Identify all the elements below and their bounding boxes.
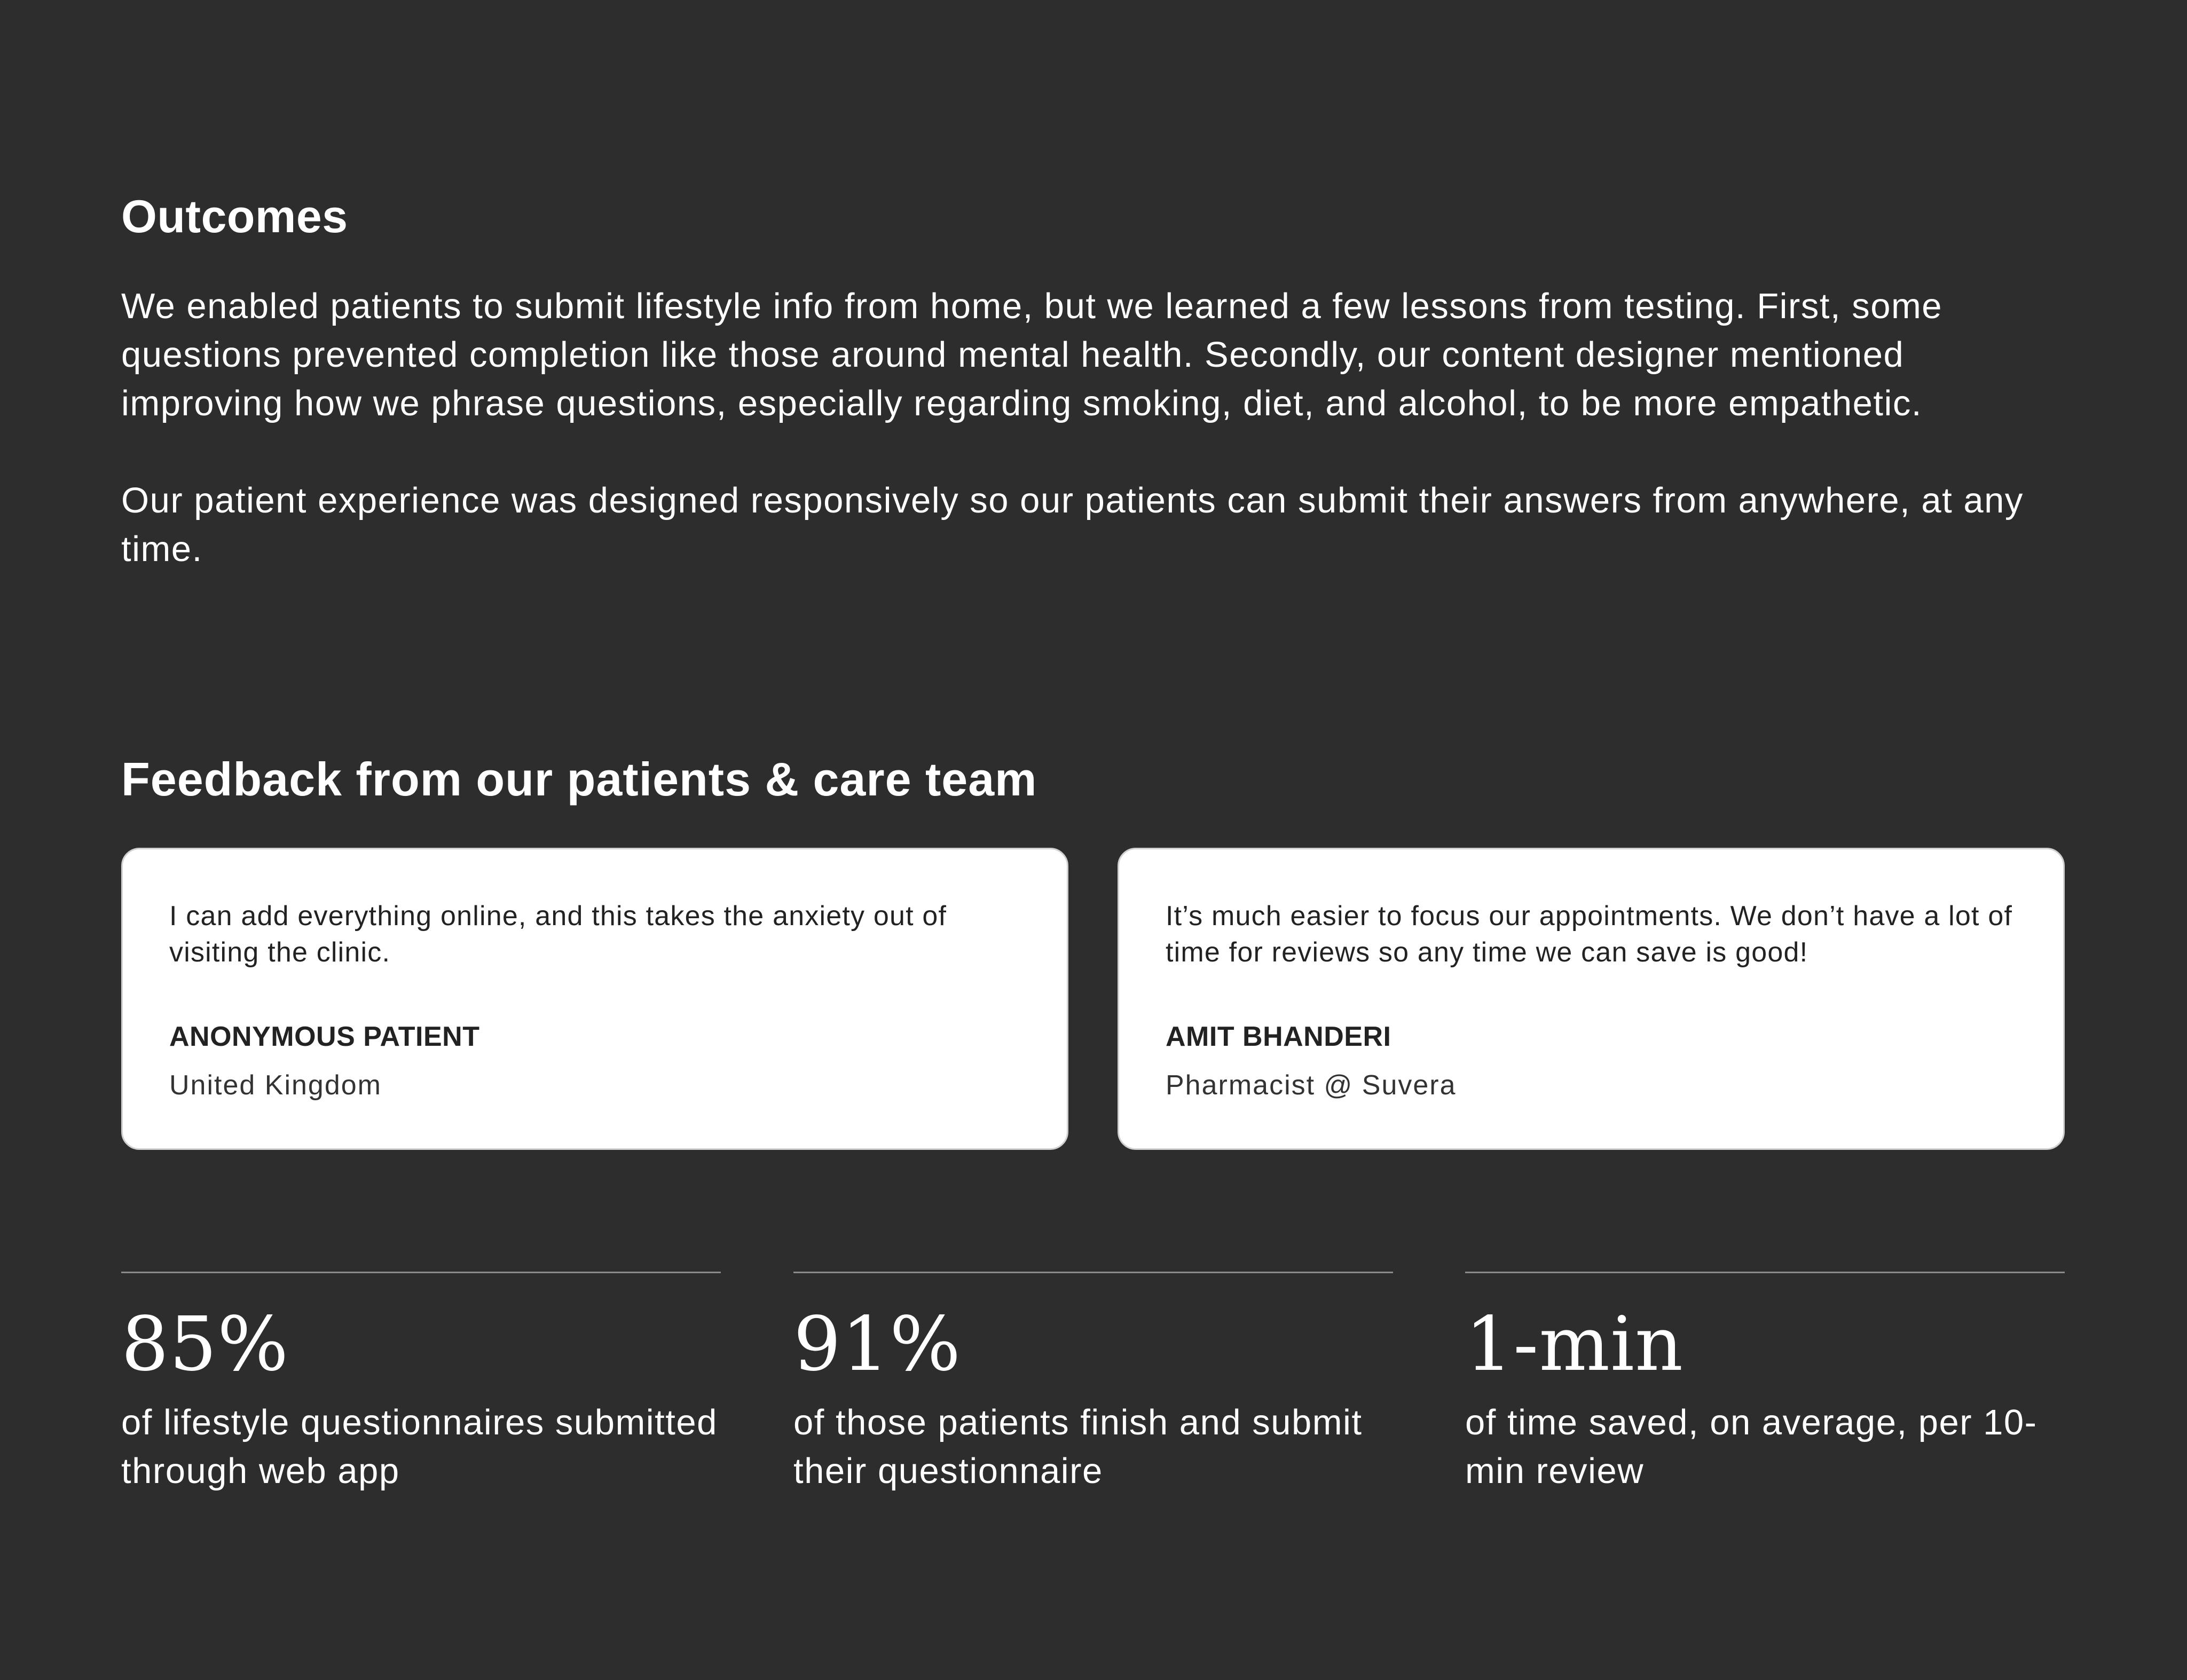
stat-description: of time saved, on average, per 10-min review: [1465, 1402, 2037, 1491]
testimonial-author-name: ANONYMOUS PATIENT: [169, 1021, 480, 1052]
stat-block: [1465, 1272, 2065, 1491]
testimonial-author-location: United Kingdom: [169, 1070, 382, 1101]
outcomes-body: [121, 282, 2065, 622]
outcomes-heading: Outcomes: [121, 191, 348, 242]
stat-divider: [121, 1272, 721, 1273]
testimonial-quote: It’s much easier to focus our appointments. We don’t have a lot of time for reviews so any time we can save is good!: [1166, 901, 2013, 968]
stat-block: [793, 1272, 1393, 1491]
stat-description: of lifestyle questionnaires submitted through web app: [121, 1402, 718, 1491]
stat-divider: [793, 1272, 1393, 1273]
stat-block: [121, 1272, 721, 1491]
stat-description: of those patients finish and submit their questionnaire: [793, 1402, 1363, 1491]
testimonial-quote: I can add everything online, and this takes the anxiety out of visiting the clinic.: [169, 901, 947, 968]
outcomes-paragraph-1: We enabled patients to submit lifestyle info from home, but we learned a few lessons from testing. First, some questions prevented completion like those around mental health. Secondly, our content designer mentioned improving how we phrase questions, especially regarding smoking, diet, and alcohol, to be more empathetic.: [121, 286, 1943, 423]
stat-value: 1-min: [1465, 1301, 1684, 1388]
stat-value: 85%: [121, 1301, 289, 1388]
stat-divider: [1465, 1272, 2065, 1273]
feedback-heading: Feedback from our patients & care team: [121, 753, 1037, 806]
testimonial-card: [1118, 848, 2065, 1150]
testimonial-card: [121, 848, 1068, 1150]
testimonial-author-name: AMIT BHANDERI: [1166, 1021, 1391, 1052]
outcomes-paragraph-2: Our patient experience was designed responsively so our patients can submit their answers from anywhere, at any time.: [121, 480, 2024, 569]
testimonial-author-role: Pharmacist @ Suvera: [1166, 1070, 1457, 1101]
stat-value: 91%: [793, 1301, 962, 1388]
